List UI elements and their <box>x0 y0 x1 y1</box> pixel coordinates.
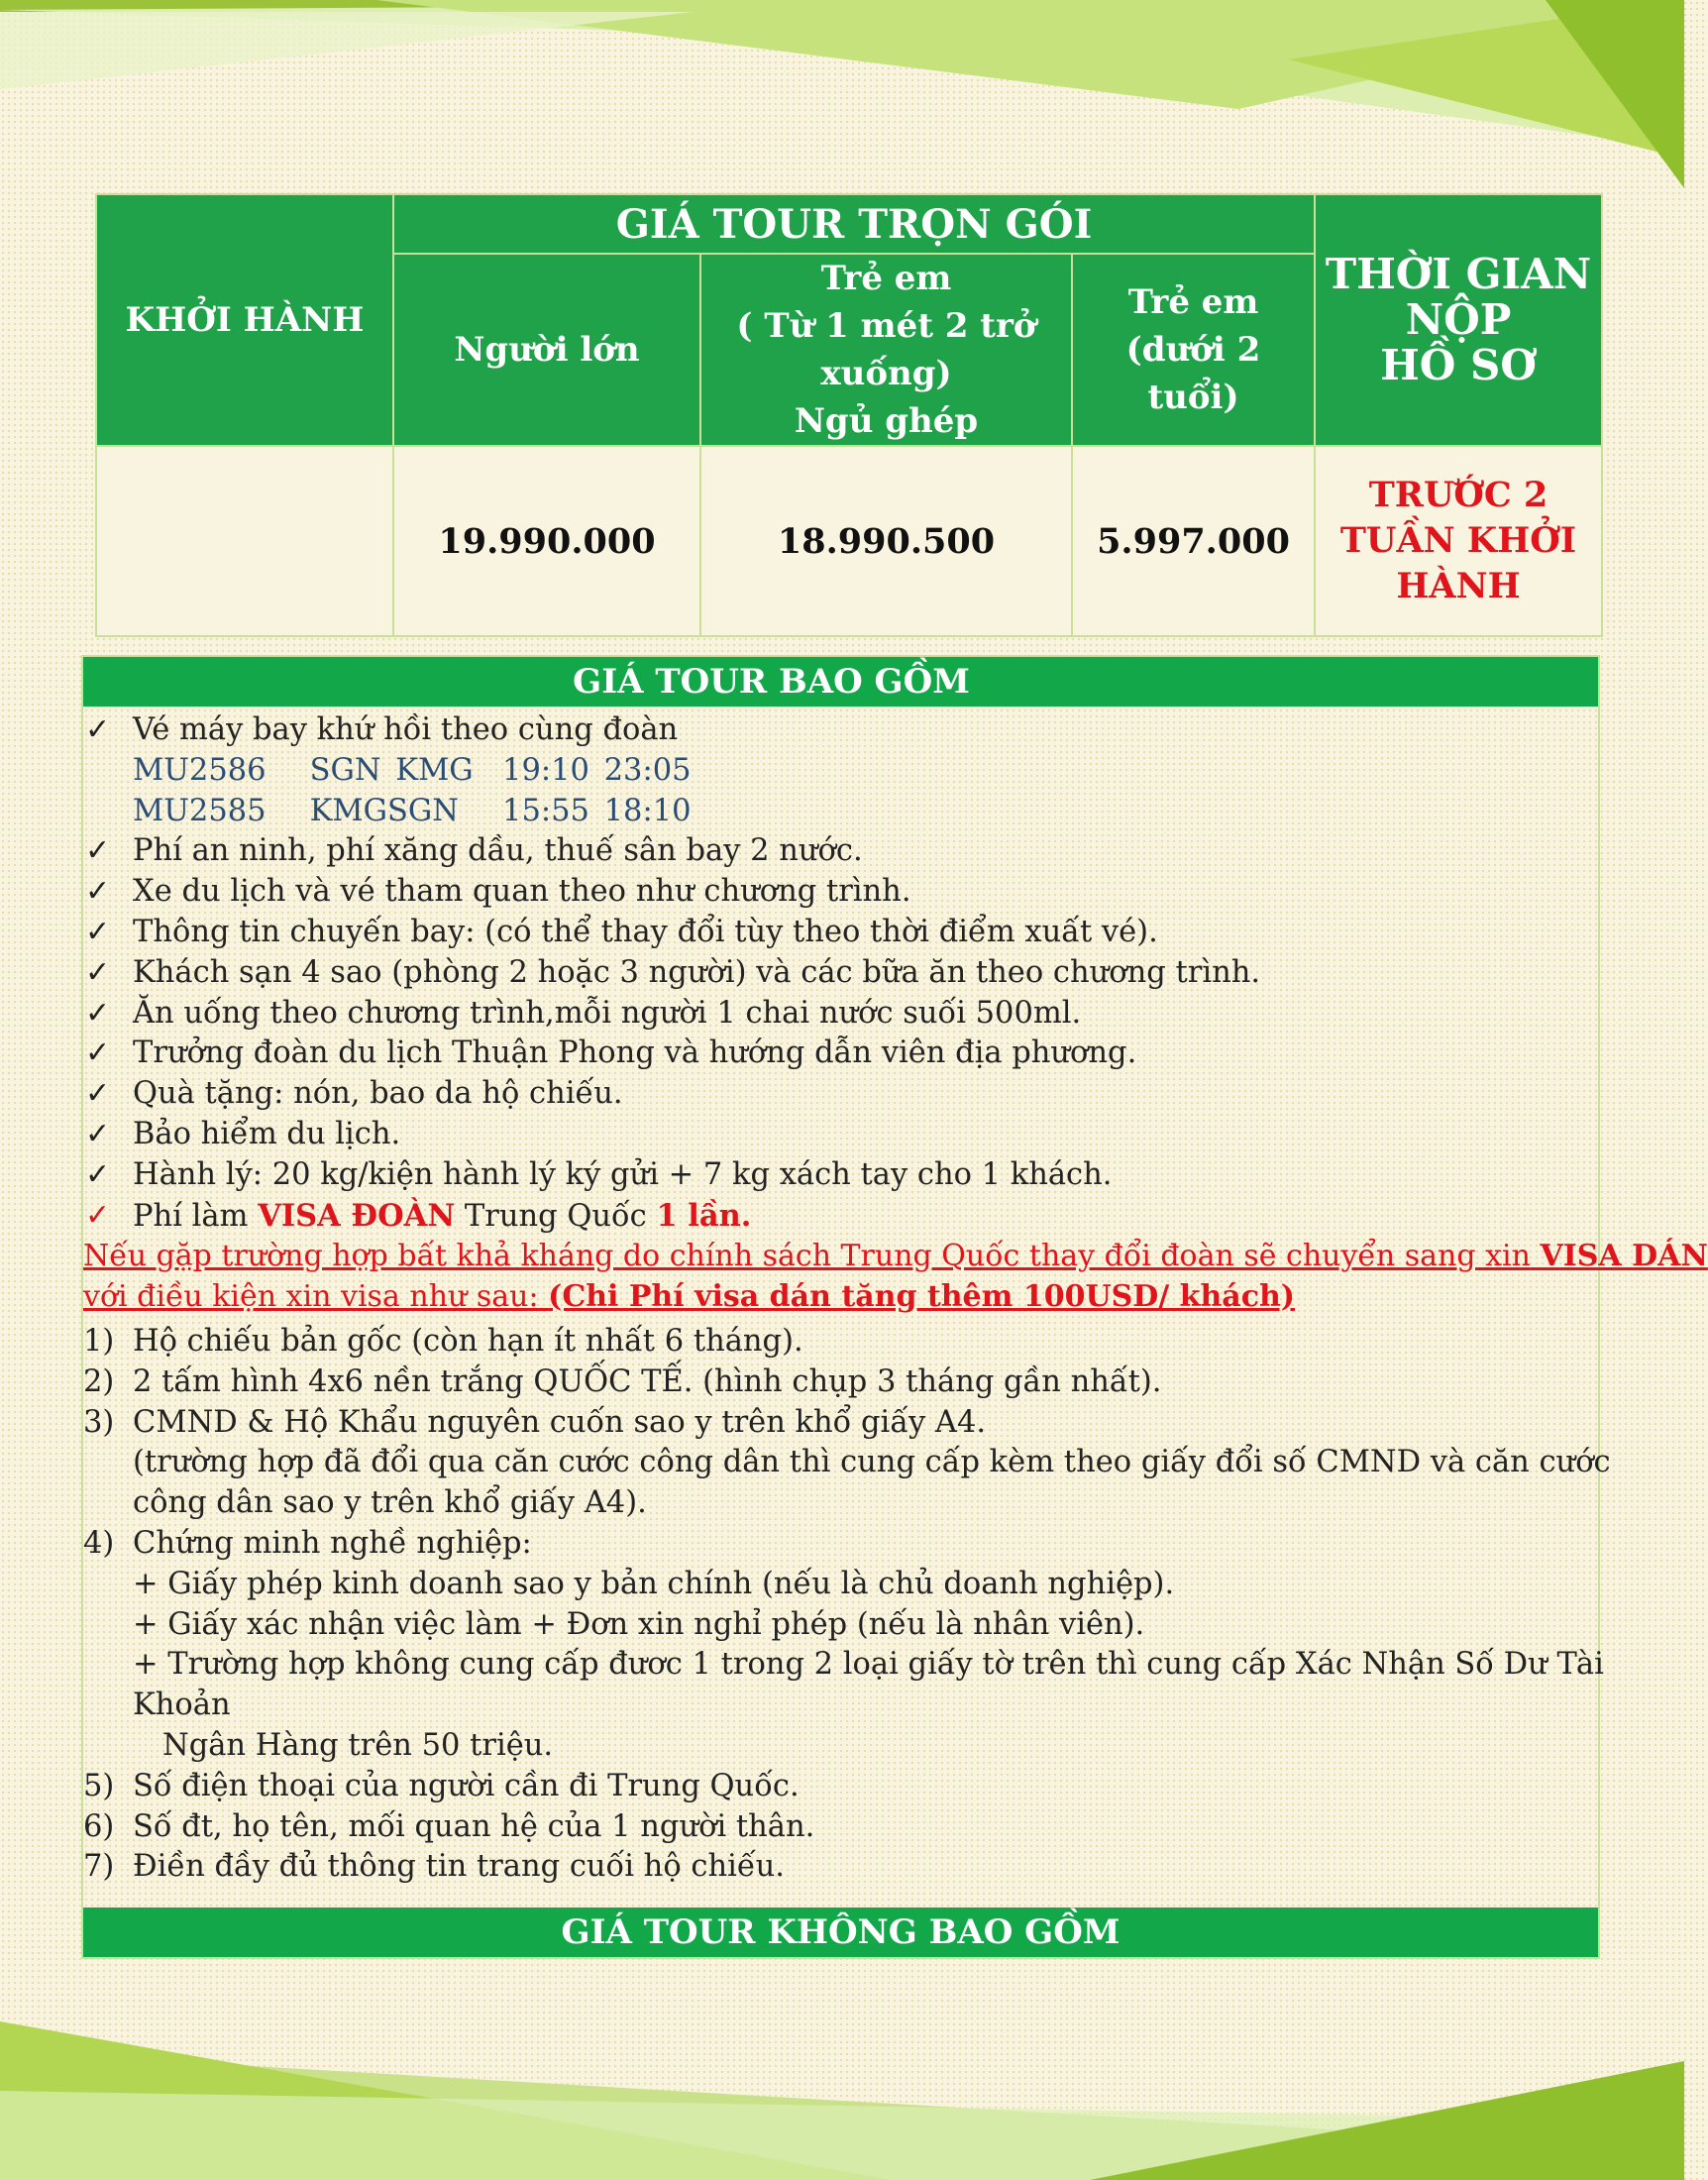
requirement-text: 2 tấm hình 4x6 nền trắng QUỐC TẾ. (hình chụp 3 tháng gần nhất). <box>133 1363 1162 1399</box>
list-item-text: Xe du lịch và vé tham quan theo như chương trình. <box>133 874 911 910</box>
child-1-price: 18.990.500 <box>700 446 1072 636</box>
req4-sub-1: + Giấy phép kinh doanh sao y bản chính (nếu là chủ doanh nghiệp). <box>133 1566 1175 1601</box>
list-item-text: Ăn uống theo chương trình,mỗi người 1 chai nước suối 500ml. <box>133 995 1082 1031</box>
list-item <box>83 913 1584 953</box>
req4-sub-5: Ngân Hàng trên 50 triệu. <box>162 1727 554 1763</box>
requirement-number: 2) <box>83 1363 115 1399</box>
list-item-text: Trưởng đoàn du lịch Thuận Phong và hướng dẫn viên địa phương. <box>133 1036 1137 1071</box>
flight-intro: Vé máy bay khứ hồi theo cùng đoàn <box>133 712 679 747</box>
check-icon: ✓ <box>85 1156 111 1192</box>
requirement-4: 4) Chứng minh nghề nghiệp: <box>83 1525 532 1561</box>
deadline-value: TRƯỚC 2 TUẦN KHỞI HÀNH <box>1315 446 1602 636</box>
req3-note-2: công dân sao y trên khổ giấy A4). <box>133 1485 647 1521</box>
requirement-item <box>83 1807 1584 1848</box>
requirement-item <box>83 1767 1584 1807</box>
visa-fee-count: 1 lần. <box>656 1197 752 1234</box>
visa-note-line1: Nếu gặp trường hợp bất khả kháng do chính sách Trung Quốc thay đổi đoàn sẽ chuyển sang xin VISA DÁN <box>83 1239 1708 1274</box>
visa-fee-prefix: Phí làm <box>133 1198 249 1234</box>
check-icon: ✓ <box>85 1076 111 1112</box>
list-item <box>83 1074 1584 1115</box>
adult-header: Người lớn <box>393 254 700 446</box>
check-icon: ✓ <box>85 833 111 869</box>
list-item-text: Quà tặng: nón, bao da hộ chiếu. <box>133 1076 623 1112</box>
child-2-detail: (dưới 2 tuổi) <box>1125 330 1261 417</box>
list-item-text: Phí an ninh, phí xăng dầu, thuế sân bay 2 nước. <box>133 833 863 869</box>
departure-cell <box>96 446 393 636</box>
deadline-header-line1: THỜI GIAN NỘP <box>1325 250 1592 344</box>
req4-sub-2: + Giấy xác nhận việc làm + Đơn xin nghỉ phép (nếu là nhân viên). <box>133 1606 1145 1642</box>
list-item-text: Bảo hiểm du lịch. <box>133 1116 401 1151</box>
list-item-text: Thông tin chuyến bay: (có thể thay đổi tùy theo thời điểm xuất vé). <box>133 914 1158 949</box>
requirement-item <box>83 1322 1584 1362</box>
check-icon: ✓ <box>85 1036 111 1071</box>
child-2-title: Trẻ em <box>1127 282 1259 322</box>
price-row <box>96 446 1602 636</box>
list-item <box>83 1155 1584 1196</box>
list-item <box>83 831 1584 872</box>
included-section <box>81 655 1708 1959</box>
list-item-text: Khách sạn 4 sao (phòng 2 hoặc 3 người) và các bữa ăn theo chương trình. <box>133 954 1261 990</box>
requirement-text: Điền đầy đủ thông tin trang cuối hộ chiếu. <box>133 1849 785 1885</box>
requirements-list <box>83 1322 1584 1443</box>
check-icon: ✓ <box>85 874 111 910</box>
flight-1: MU2586 SGN KMG 19:10 23:05 <box>133 752 692 788</box>
requirement-text: CMND & Hộ Khẩu nguyên cuốn sao y trên khổ giấy A4. <box>133 1404 987 1440</box>
check-icon: ✓ <box>85 1116 111 1151</box>
req4-sub-4: Khoản <box>133 1688 231 1723</box>
list-item <box>83 1034 1584 1074</box>
requirement-item <box>83 1847 1584 1888</box>
visa-fee-item <box>83 1196 1584 1238</box>
check-icon: ✓ <box>85 1197 111 1233</box>
requirement-number: 7) <box>83 1849 115 1885</box>
included-title: GIÁ TOUR BAO GỒM <box>83 657 1598 707</box>
departure-header: KHỞI HÀNH <box>96 194 393 446</box>
list-item <box>83 710 1584 751</box>
list-item-text: Hành lý: 20 kg/kiện hành lý ký gửi + 7 kg xách tay cho 1 khách. <box>133 1156 1113 1192</box>
deadline-header <box>1315 194 1602 446</box>
list-item <box>83 994 1584 1035</box>
visa-fee-middle: Trung Quốc <box>464 1198 647 1234</box>
included-items <box>83 831 1584 1195</box>
child-2-header <box>1072 254 1315 446</box>
check-icon: ✓ <box>85 914 111 949</box>
flight-2: MU2585 KMGSGN 15:55 18:10 <box>133 793 692 828</box>
requirement-number: 1) <box>83 1323 115 1359</box>
check-icon: ✓ <box>85 954 111 990</box>
child-1-detail: ( Từ 1 mét 2 trở xuống) <box>736 306 1036 393</box>
child-1-title: Trẻ em <box>820 259 952 298</box>
requirements-list-end <box>83 1767 1584 1888</box>
check-icon: ✓ <box>85 995 111 1031</box>
requirement-text: Số đt, họ tên, mối quan hệ của 1 người thân. <box>133 1808 815 1844</box>
requirement-number: 5) <box>83 1768 115 1803</box>
list-item <box>83 953 1584 994</box>
package-price-header: GIÁ TOUR TRỌN GÓI <box>393 194 1315 254</box>
bottom-decoration <box>0 2021 1684 2180</box>
price-table <box>95 193 1603 637</box>
included-content <box>83 707 1708 1888</box>
excluded-title: GIÁ TOUR KHÔNG BAO GỒM <box>83 1908 1598 1957</box>
requirement-number: 6) <box>83 1808 115 1844</box>
top-decoration <box>0 0 1684 198</box>
requirement-text: Số điện thoại của người cần đi Trung Quốc. <box>133 1768 800 1803</box>
requirement-number: 3) <box>83 1404 115 1440</box>
child-1-note: Ngủ ghép <box>794 401 979 441</box>
adult-price: 19.990.000 <box>393 446 700 636</box>
check-icon: ✓ <box>85 712 111 747</box>
req4-sub-3: + Trường hợp không cung cấp đươc 1 trong 2 loại giấy tờ trên thì cung cấp Xác Nhận Số Dư Tài <box>133 1647 1604 1683</box>
requirement-text: Hộ chiếu bản gốc (còn hạn ít nhất 6 tháng). <box>133 1323 803 1359</box>
visa-note-line2: với điều kiện xin visa như sau: (Chi Phí visa dán tăng thêm 100USD/ khách) <box>83 1279 1295 1315</box>
requirement-item <box>83 1362 1584 1403</box>
visa-fee-highlight: VISA ĐOÀN <box>258 1197 456 1234</box>
requirement-item <box>83 1403 1584 1444</box>
deadline-header-line2: HỒ SƠ <box>1380 341 1537 389</box>
child-1-header <box>700 254 1072 446</box>
list-item <box>83 872 1584 913</box>
child-2-price: 5.997.000 <box>1072 446 1315 636</box>
list-item <box>83 1115 1584 1155</box>
req3-note-1: (trường hợp đã đổi qua căn cước công dân thì cung cấp kèm theo giấy đổi số CMND và căn cước <box>133 1445 1611 1480</box>
